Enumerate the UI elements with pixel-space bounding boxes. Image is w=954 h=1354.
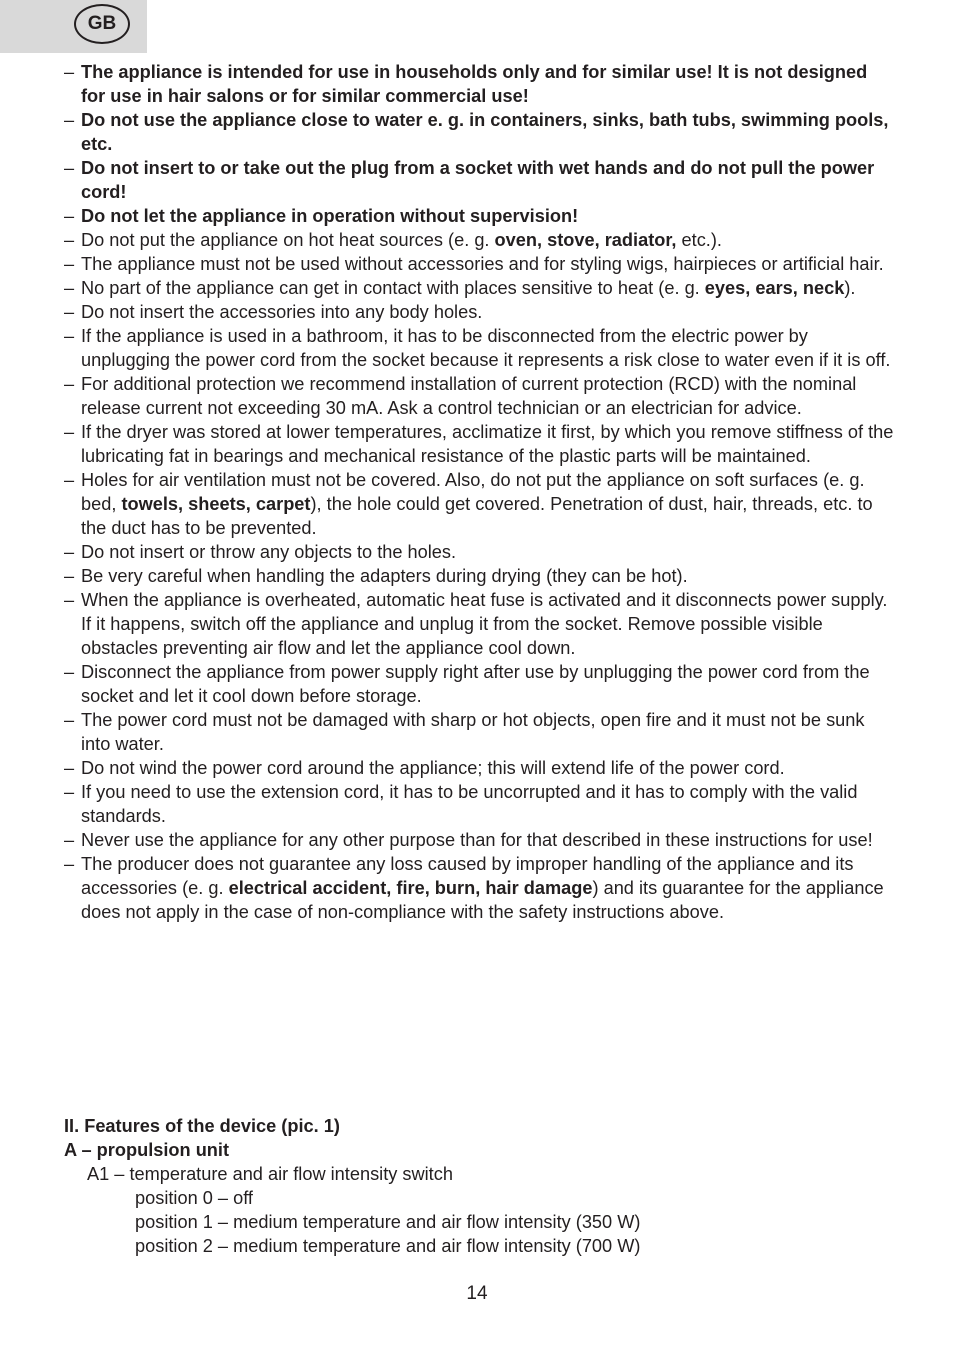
item-text: ), the hole could get covered. Penetration of dust, hair, threads, etc. to the duct has to be prevented.: [81, 494, 873, 538]
item-text: ) and its guarantee for the appliance does not apply in the case of non-compliance with the safety instructions above.: [81, 878, 884, 922]
item-text: Be very careful when handling the adapters during drying (they can be hot).: [81, 566, 688, 586]
section-heading: II. Features of the device (pic. 1): [64, 1116, 340, 1136]
list-item: [64, 708, 894, 756]
bullet-dash: –: [64, 710, 75, 730]
list-item: [64, 420, 894, 468]
item-text: The producer does not guarantee any loss caused by improper handling of the appliance and its accessories (e. g.: [81, 854, 854, 898]
bullet-dash: –: [64, 662, 75, 682]
bullet-dash: –: [64, 566, 75, 586]
features-section: [64, 1114, 894, 1258]
item-text: Disconnect the appliance from power supply right after use by unplugging the power cord from the socket and let it cool down before storage.: [81, 662, 870, 706]
bullet-dash: –: [64, 758, 75, 778]
switch-position-0: position 0 – off: [135, 1188, 253, 1208]
list-item: [64, 852, 894, 924]
list-item: [64, 756, 894, 780]
emphasized-text: Do not let the appliance in operation without supervision!: [81, 206, 579, 226]
item-text: Holes for air ventilation must not be covered. Also, do not put the appliance on soft surfaces (e. g. bed,: [81, 470, 865, 514]
list-item: [64, 108, 894, 156]
bullet-dash: –: [64, 542, 75, 562]
emphasized-text: oven, stove, radiator,: [494, 230, 677, 250]
subsection-heading: A – propulsion unit: [64, 1140, 230, 1160]
emphasized-text: electrical accident, fire, burn, hair damage: [228, 878, 593, 898]
item-text: No part of the appliance can get in contact with places sensitive to heat (e. g.: [81, 278, 705, 298]
list-item: [64, 468, 894, 540]
item-text: Do not insert or throw any objects to the holes.: [81, 542, 457, 562]
emphasized-text: Do not use the appliance close to water e. g. in containers, sinks, bath tubs, swimming pools, etc.: [81, 110, 889, 154]
emphasized-text: Do not insert to or take out the plug from a socket with wet hands and do not pull the power cord!: [81, 158, 875, 202]
item-text: For additional protection we recommend installation of current protection (RCD) with the nominal release current not exceeding 30 mA. Ask a control technician or an electrician for advice.: [81, 374, 857, 418]
emphasized-text: The appliance is intended for use in households only and for similar use! It is not designed for use in hair salons or for similar commercial use!: [81, 62, 868, 106]
bullet-dash: –: [64, 326, 75, 346]
item-text: When the appliance is overheated, automatic heat fuse is activated and it disconnects power supply. If it happens, switch off the appliance and unplug it from the socket. Remove possible visible obstacles preventing air flow and let the appliance cool down.: [81, 590, 888, 658]
bullet-dash: –: [64, 782, 75, 802]
list-item: [64, 252, 894, 276]
switch-position-1: position 1 – medium temperature and air flow intensity (350 W): [135, 1212, 641, 1232]
bullet-dash: –: [64, 206, 75, 226]
list-item: [64, 276, 894, 300]
item-text: If you need to use the extension cord, it has to be uncorrupted and it has to comply with the valid standards.: [81, 782, 858, 826]
safety-instructions-list: [64, 60, 894, 924]
list-item: [64, 780, 894, 828]
bullet-dash: –: [64, 110, 75, 130]
bullet-dash: –: [64, 374, 75, 394]
bullet-dash: –: [64, 62, 75, 82]
item-text: The appliance must not be used without accessories and for styling wigs, hairpieces or artificial hair.: [81, 254, 884, 274]
bullet-dash: –: [64, 254, 75, 274]
list-item: [64, 228, 894, 252]
bullet-dash: –: [64, 158, 75, 178]
item-text: Do not insert the accessories into any body holes.: [81, 302, 483, 322]
item-text: etc.).: [676, 230, 722, 250]
list-item: [64, 204, 894, 228]
list-item: [64, 156, 894, 204]
list-item: [64, 828, 894, 852]
list-item: [64, 372, 894, 420]
item-text: The power cord must not be damaged with sharp or hot objects, open fire and it must not be sunk into water.: [81, 710, 865, 754]
list-item: [64, 60, 894, 108]
item-text: If the appliance is used in a bathroom, it has to be disconnected from the electric power by unplugging the power cord from the socket because it represents a risk close to water even if it is off.: [81, 326, 891, 370]
list-item: [64, 660, 894, 708]
list-item: [64, 588, 894, 660]
list-item: [64, 300, 894, 324]
switch-description: A1 – temperature and air flow intensity switch: [87, 1164, 453, 1184]
language-badge: GB: [74, 4, 130, 44]
bullet-dash: –: [64, 854, 75, 874]
bullet-dash: –: [64, 230, 75, 250]
item-text: If the dryer was stored at lower temperatures, acclimatize it first, by which you remove stiffness of the lubricating fat in bearings and mechanical resistance of the plastic parts will be maintained.: [81, 422, 894, 466]
emphasized-text: towels, sheets, carpet: [121, 494, 311, 514]
bullet-dash: –: [64, 302, 75, 322]
list-item: [64, 564, 894, 588]
bullet-dash: –: [64, 590, 75, 610]
item-text: Never use the appliance for any other purpose than for that described in these instructions for use!: [81, 830, 873, 850]
item-text: ).: [844, 278, 856, 298]
item-text: Do not put the appliance on hot heat sources (e. g.: [81, 230, 495, 250]
emphasized-text: eyes, ears, neck: [704, 278, 845, 298]
list-item: [64, 324, 894, 372]
switch-position-2: position 2 – medium temperature and air flow intensity (700 W): [135, 1236, 641, 1256]
list-item: [64, 540, 894, 564]
bullet-dash: –: [64, 422, 75, 442]
language-tab: [0, 0, 147, 53]
page-number: 14: [466, 1283, 488, 1304]
bullet-dash: –: [64, 278, 75, 298]
bullet-dash: –: [64, 470, 75, 490]
bullet-dash: –: [64, 830, 75, 850]
item-text: Do not wind the power cord around the appliance; this will extend life of the power cord.: [81, 758, 785, 778]
